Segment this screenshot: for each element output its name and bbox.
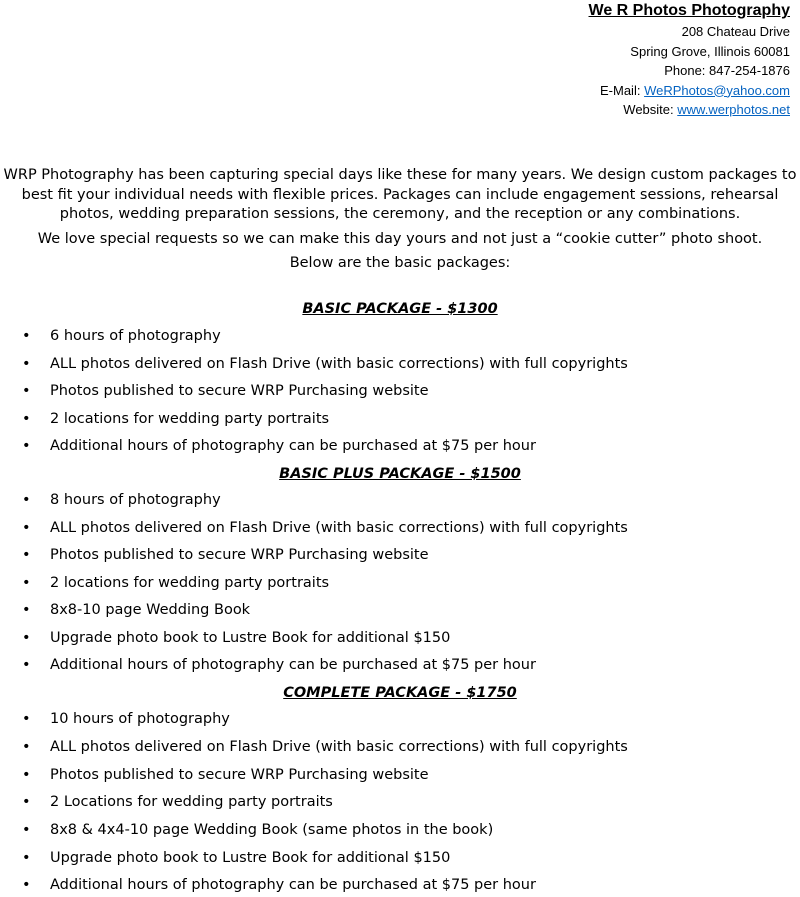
package-item [22,737,628,757]
email-link[interactable]: WeRPhotos@yahoo.com [644,82,790,98]
package-item [22,792,333,812]
intro-section [0,166,800,279]
package-item [22,326,221,346]
bullet-icon: • [22,850,31,866]
bullet-icon: • [22,492,31,508]
company-name: We R Photos Photography [588,2,790,19]
bullet-icon: • [22,711,31,727]
bullet-icon: • [22,822,31,838]
bullet-icon: • [22,411,31,427]
email-line [589,81,790,101]
package-item [22,490,221,510]
package-item [22,354,628,374]
package-item [22,436,536,456]
address-line-2: Spring Grove, Illinois 60081 [630,43,790,59]
package-item [22,518,628,538]
package-item [22,848,450,868]
package-item-text: ALL photos delivered on Flash Drive (with basic corrections) with full copyrights [50,356,628,372]
package-item [22,600,250,620]
package-item [22,875,536,895]
bullet-icon: • [22,328,31,344]
package-item [22,573,329,593]
package-item-text: 8x8 & 4x4-10 page Wedding Book (same photos in the book) [50,822,494,838]
phone-line: Phone: 847-254-1876 [664,63,790,78]
bullet-icon: • [22,438,31,454]
bullet-icon: • [22,630,31,646]
package-item-text: 2 Locations for wedding party portraits [50,794,333,810]
package-item [22,409,329,429]
package-item [22,709,230,729]
package-item-text: Photos published to secure WRP Purchasing website [50,547,429,563]
package-item-text: Upgrade photo book to Lustre Book for additional $150 [50,850,451,866]
bullet-icon: • [22,767,31,783]
bullet-icon: • [22,547,31,563]
package-item [22,655,536,675]
package-item-text: 6 hours of photography [50,328,221,344]
bullet-icon: • [22,794,31,810]
package-title: BASIC PACKAGE - $1300 [302,301,498,317]
package-item [22,765,429,785]
website-link[interactable]: www.werphotos.net [677,102,790,117]
package-item-text: Upgrade photo book to Lustre Book for additional $150 [50,630,451,646]
package-item-text: Additional hours of photography can be purchased at $75 per hour [50,438,536,454]
package-item-text: Additional hours of photography can be purchased at $75 per hour [50,877,536,893]
package-item-text: Photos published to secure WRP Purchasing website [50,767,429,783]
package-item-text: 2 locations for wedding party portraits [50,411,330,427]
package-item-text: 8x8-10 page Wedding Book [50,602,251,618]
package-item-text: ALL photos delivered on Flash Drive (with basic corrections) with full copyrights [50,739,628,755]
package-title: BASIC PLUS PACKAGE - $1500 [279,466,521,482]
letterhead [589,0,790,120]
package-item [22,628,450,648]
email-label: E-Mail: [600,82,641,98]
package-item-text: 8 hours of photography [50,492,221,508]
package-item-text: Photos published to secure WRP Purchasing website [50,383,429,399]
website-line [589,100,790,120]
bullet-icon: • [22,520,31,536]
package-item-text: 10 hours of photography [50,711,230,727]
package-item-text: 2 locations for wedding party portraits [50,575,330,591]
package-item [22,381,429,401]
bullet-icon: • [22,383,31,399]
package-title: COMPLETE PACKAGE - $1750 [283,685,517,701]
intro-paragraph: WRP Photography has been capturing special days like these for many years. We design custom packages to best fit your individual needs with flexible prices. Packages can include engagement sessions, rehearsal photos, wedding preparation sessions, the ceremony, and the reception or any combinations. [3,167,797,222]
bullet-icon: • [22,575,31,591]
bullet-icon: • [22,356,31,372]
special-requests-paragraph: We love special requests so we can make this day yours and not just a “cookie cutter” photo shoot. [37,230,763,247]
address-line-1: 208 Chateau Drive [681,24,790,39]
bullet-icon: • [22,657,31,673]
bullet-icon: • [22,602,31,618]
bullet-icon: • [22,877,31,893]
website-label: Website: [623,102,674,117]
package-item [22,545,429,565]
packages-intro: Below are the basic packages: [289,255,511,271]
package-item-text: ALL photos delivered on Flash Drive (with basic corrections) with full copyrights [50,520,628,536]
bullet-icon: • [22,739,31,755]
package-item-text: Additional hours of photography can be purchased at $75 per hour [50,657,536,673]
package-item [22,820,493,840]
